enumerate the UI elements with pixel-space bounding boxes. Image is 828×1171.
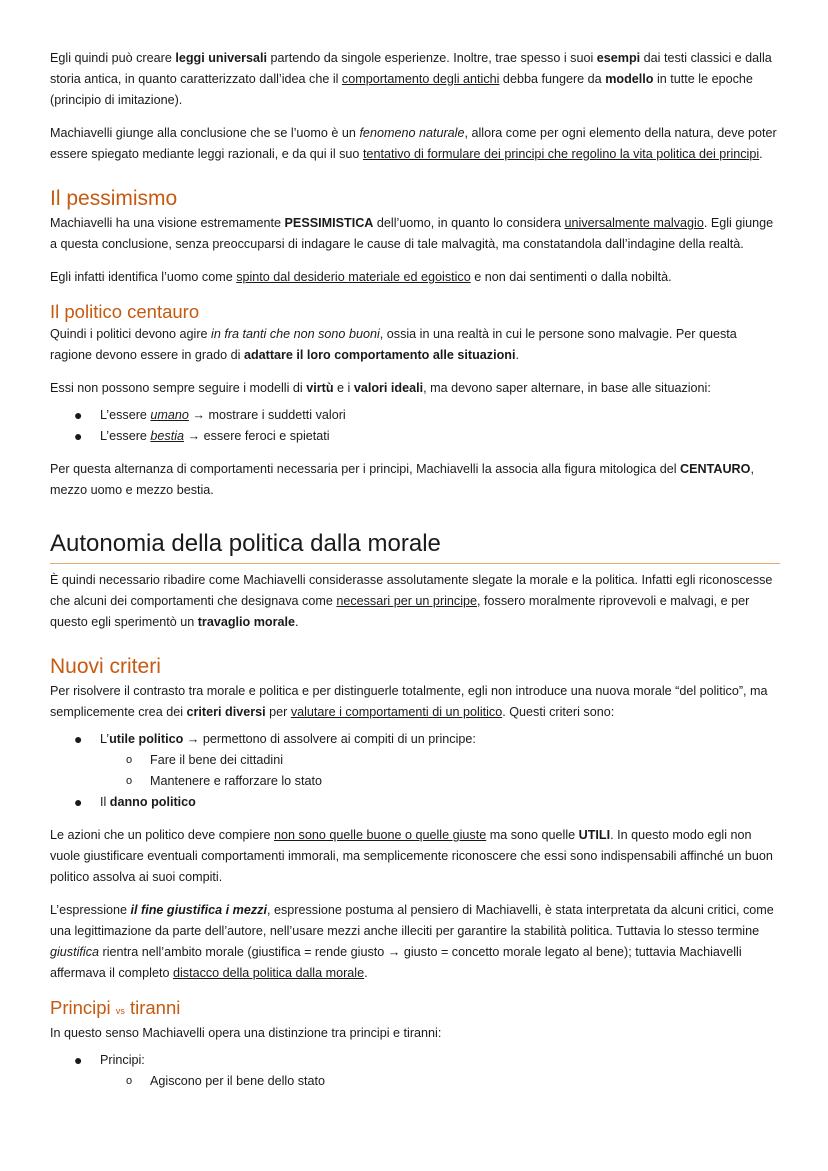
paragraph-centauro-1: Quindi i politici devono agire in fra tanti che non sono buoni, ossia in una realtà in cui le persone sono malvagie. Per questa ragione devono essere in grado di adattare il loro comportamento alle situazioni. [50,327,737,362]
bullet-icon: ● [74,428,83,444]
heading-principi-vs-tiranni: Principi vs tiranni [50,997,181,1018]
sublist-item: o Agiscono per il bene dello stato [100,1071,780,1092]
heading-politico-centauro: Il politico centauro [50,301,200,322]
sublist-utile [100,750,780,792]
paragraph-leggi-universali: Egli quindi può creare leggi universali partendo da singole esperienze. Inoltre, trae spesso i suoi esempi dai testi classici e dalla storia antica, in quanto caratterizzato dall’idea che il comportamento degli antichi debba fungere da modello in tutte le epoche (principio di imitazione). [50,51,772,107]
paragraph-autonomia: È quindi necessario ribadire come Machiavelli considerasse assolutamente slegate la morale e la politica. Infatti egli riconoscesse che alcuni dei comportamenti che designava come necessari per un principe, fossero moralmente riprovevoli e malvagi, e per questo egli sperimentò un travaglio morale. [50,573,773,629]
bullet-icon: ● [74,1052,83,1068]
sublist-item: o Fare il bene dei cittadini [100,750,780,771]
bullet-icon: ● [74,407,83,423]
paragraph-criteri-2: Le azioni che un politico deve compiere non sono quelle buone o quelle giuste ma sono quelle UTILI. In questo modo egli non vuole giustificare eventuali comportamenti immorali, ma semplicemente riconoscere che essi sono indispensabili affinché un buon politico assolva ai suoi compiti. [50,828,773,884]
sublist-principi [100,1071,780,1092]
list-item: ● L’utile politico → permettono di assolvere ai compiti di un principe: o Fare il bene dei cittadini o Mantenere e rafforzare lo stato [50,729,780,792]
bullet-icon: ● [74,731,83,747]
circle-bullet-icon: o [126,775,133,787]
paragraph-centauro-3: Per questa alternanza di comportamenti necessaria per i principi, Machiavelli la associa alla figura mitologica del CENTAURO, mezzo uomo e mezzo bestia. [50,462,754,497]
paragraph-pessimismo-1: Machiavelli ha una visione estremamente PESSIMISTICA dell’uomo, in quanto lo considera universalmente malvagio. Egli giunge a questa conclusione, senza preoccuparsi di indagare le cause di tale malvagità, ma constatandola dall’indagine della realtà. [50,216,774,251]
list-item: ● Principi: o Agiscono per il bene dello stato [50,1050,780,1092]
paragraph-fenomeno-naturale: Machiavelli giunge alla conclusione che se l’uomo è un fenomeno naturale, allora come per ogni elemento della natura, deve poter essere spiegato mediante leggi razionali, e da qui il suo tentativo di formulare dei principi che regolino la vita politica dei principi. [50,126,777,161]
heading-nuovi-criteri: Nuovi criteri [50,655,161,678]
paragraph-pessimismo-2: Egli infatti identifica l’uomo come spinto dal desiderio materiale ed egoistico e non dai sentimenti o dalla nobiltà. [50,270,672,284]
sublist-item: o Mantenere e rafforzare lo stato [100,771,780,792]
list-criteri [50,729,780,813]
circle-bullet-icon: o [126,1075,133,1087]
paragraph-criteri-1: Per risolvere il contrasto tra morale e politica e per distinguerle totalmente, egli non introduce una nuova morale “del politico”, ma semplicemente crea dei criteri diversi per valutare i comportamenti di un politico. Questi criteri sono: [50,684,768,719]
list-umano-bestia [50,405,780,447]
bullet-icon: ● [74,794,83,810]
heading-pessimismo: Il pessimismo [50,187,178,210]
circle-bullet-icon: o [126,754,133,766]
list-item: ● Il danno politico [50,792,780,813]
list-item: ● L’essere bestia → essere feroci e spietati [50,426,780,447]
heading-autonomia: Autonomia della politica dalla morale [50,527,780,564]
paragraph-centauro-2: Essi non possono sempre seguire i modelli di virtù e i valori ideali, ma devono saper alternare, in base alle situazioni: [50,381,711,395]
paragraph-criteri-3: L’espressione il fine giustifica i mezzi, espressione postuma al pensiero di Machiavelli, è stata interpretata da alcuni critici, come una legittimazione da parte dell’autore, nell’usare mezzi anche illeciti per garantire la stabilità politica. Tuttavia lo stesso termine giustifica rientra nell’ambito morale (giustifica = rende giusto → giusto = concetto morale legato al bene); tuttavia Machiavelli affermava il completo distacco della politica dalla morale. [50,903,774,980]
paragraph-tiranni: In questo senso Machiavelli opera una distinzione tra principi e tiranni: [50,1026,442,1040]
list-item: ● L’essere umano → mostrare i suddetti valori [50,405,780,426]
list-principi [50,1050,780,1092]
